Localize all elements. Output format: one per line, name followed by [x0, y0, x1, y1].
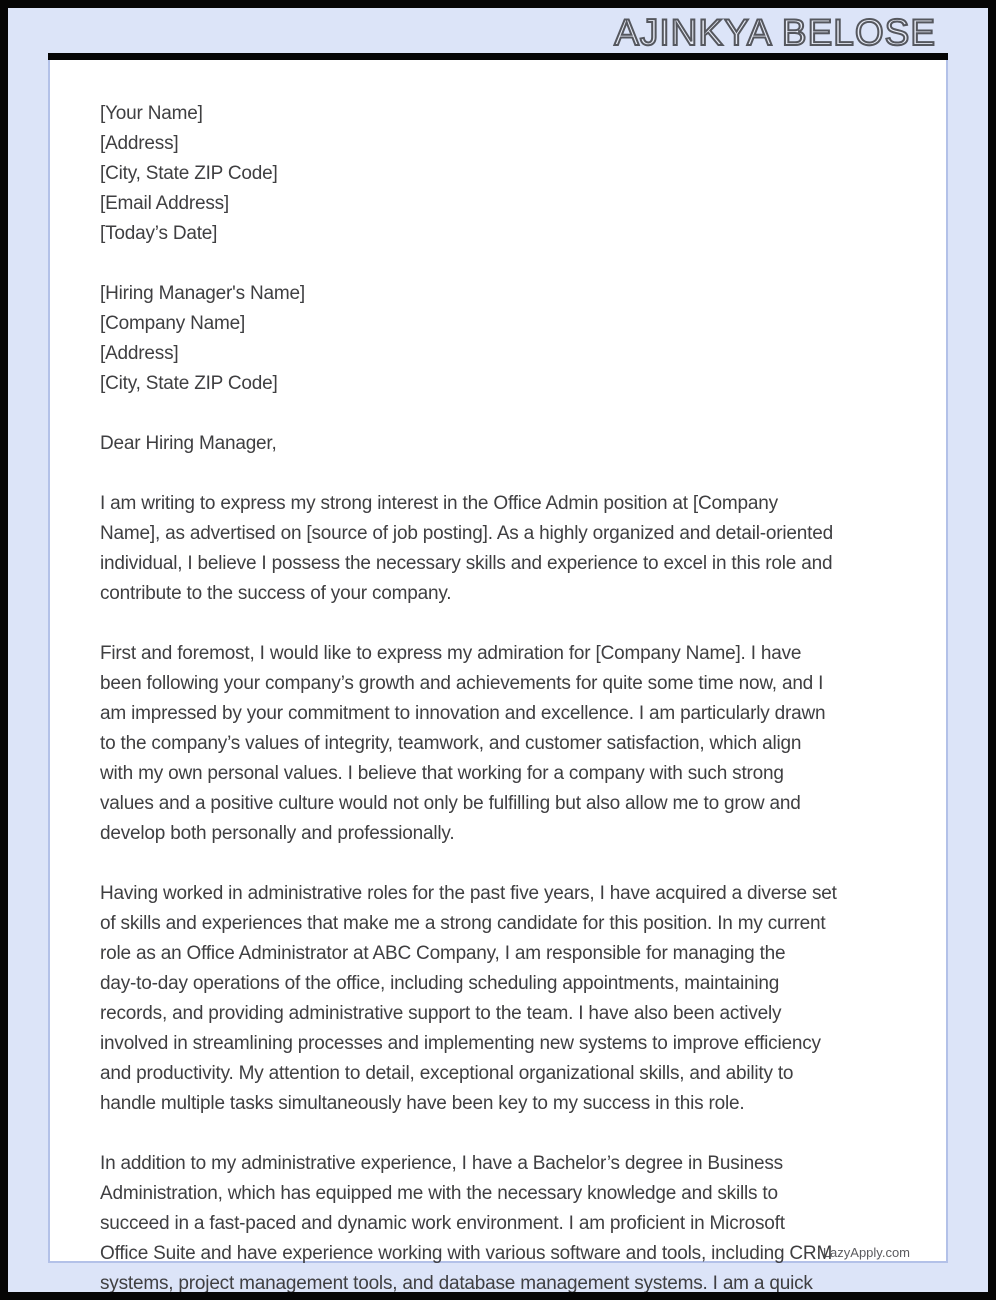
text-line: role as an Office Administrator at ABC Company, I am responsible for managing the [100, 943, 786, 964]
text-line: been following your company’s growth and achievements for quite some time now, and I [100, 673, 824, 694]
text-line: In addition to my administrative experience, I have a Bachelor’s degree in Business [100, 1153, 783, 1174]
recipient-address-block [100, 279, 892, 399]
salutation-block [100, 429, 892, 459]
text-line: Name], as advertised on [source of job posting]. As a highly organized and detail-oriented [100, 523, 833, 544]
text-line: [Hiring Manager's Name] [100, 283, 305, 304]
text-line: contribute to the success of your company. [100, 583, 452, 604]
text-line: succeed in a fast-paced and dynamic work environment. I am proficient in Microsoft [100, 1213, 785, 1234]
text-line: First and foremost, I would like to express my admiration for [Company Name]. I have [100, 643, 802, 664]
salutation: Dear Hiring Manager, [100, 433, 277, 454]
text-line: develop both personally and professionally. [100, 823, 455, 844]
text-line: [Company Name] [100, 313, 246, 334]
text-line: [Your Name] [100, 103, 203, 124]
text-line: [Address] [100, 343, 179, 364]
text-line: I am writing to express my strong interest in the Office Admin position at [Company [100, 493, 778, 514]
text-line: [Email Address] [100, 193, 229, 214]
text-line: [City, State ZIP Code] [100, 163, 278, 184]
text-line: handle multiple tasks simultaneously have been key to my success in this role. [100, 1093, 745, 1114]
paragraph-admiration [100, 639, 892, 849]
header [8, 8, 988, 53]
text-line: records, and providing administrative support to the team. I have also been actively [100, 1003, 782, 1024]
text-line: to the company’s values of integrity, teamwork, and customer satisfaction, which align [100, 733, 802, 754]
text-line: involved in streamlining processes and implementing new systems to improve efficiency [100, 1033, 821, 1054]
text-line: Administration, which has equipped me with the necessary knowledge and skills to [100, 1183, 778, 1204]
text-line: of skills and experiences that make me a strong candidate for this position. In my current [100, 913, 826, 934]
text-line: [City, State ZIP Code] [100, 373, 278, 394]
paragraph-interest [100, 489, 892, 609]
text-line: Office Suite and have experience working with various software and tools, including CRM [100, 1243, 833, 1264]
text-line: individual, I believe I possess the necessary skills and experience to excel in this role and [100, 553, 833, 574]
text-line: values and a positive culture would not only be fulfilling but also allow me to grow and [100, 793, 801, 814]
page-title: AJINKYA BELOSE [614, 12, 936, 53]
text-line: with my own personal values. I believe that working for a company with such strong [100, 763, 784, 784]
text-line: am impressed by your commitment to innovation and excellence. I am particularly drawn [100, 703, 826, 724]
paragraph-education [100, 1149, 892, 1299]
sender-address-block [100, 99, 892, 249]
cover-letter-document [48, 60, 948, 1294]
text-line: Having worked in administrative roles for the past five years, I have acquired a diverse set [100, 883, 837, 904]
text-line: day-to-day operations of the office, including scheduling appointments, maintaining [100, 973, 780, 994]
text-line: systems, project management tools, and database management systems. I am a quick [100, 1273, 813, 1294]
text-line: [Today’s Date] [100, 223, 218, 244]
text-line: and productivity. My attention to detail, exceptional organizational skills, and ability to [100, 1063, 794, 1084]
header-divider [48, 53, 948, 60]
paragraph-experience [100, 879, 892, 1119]
watermark-label: LazyApply.com [822, 1245, 910, 1260]
text-line: [Address] [100, 133, 179, 154]
